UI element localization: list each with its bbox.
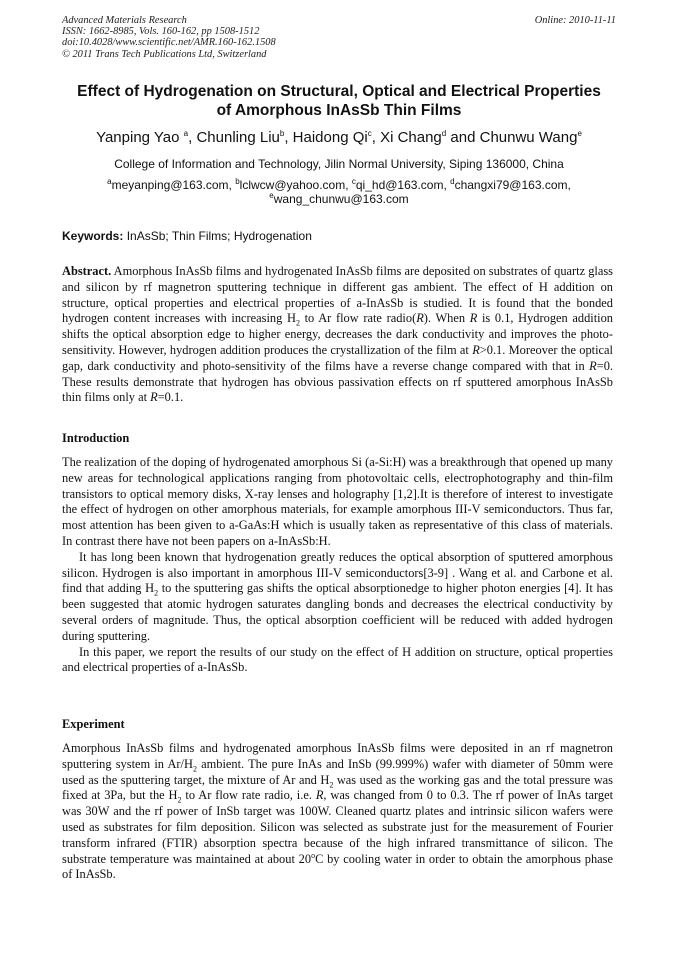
author bbox=[480, 129, 582, 146]
email-mark: d bbox=[450, 177, 455, 186]
variable-r: R bbox=[416, 311, 424, 326]
paragraph-text: Amorphous InAsSb films and hydrogenated amorphous InAsSb films were deposited in an rf magnetron sputtering system in Ar/H bbox=[62, 741, 613, 771]
author-mark: c bbox=[367, 129, 372, 138]
title-line-2: of Amorphous InAsSb Thin Films bbox=[216, 102, 462, 119]
author-mark: d bbox=[441, 129, 447, 138]
email-line-1: $^a$meyanping@163.com, $^b$lclwcw@yahoo.com, $^c$qi_hd@163.com, $^d$changxi79@163.com, bbox=[107, 177, 571, 192]
author-mark: a bbox=[183, 129, 189, 138]
keywords-label: Keywords: bbox=[62, 229, 124, 243]
email-address[interactable]: wang_chunwu@163.com bbox=[273, 192, 409, 206]
email-mark: c bbox=[351, 177, 356, 186]
paragraph: In this paper, we report the results of our study on the effect of H addition on structure, optical properties and electrical properties of a-InAsSb. bbox=[62, 644, 613, 675]
email-line-2 bbox=[60, 192, 618, 206]
subscript: 2 bbox=[177, 795, 182, 805]
author-separator: and bbox=[446, 129, 480, 146]
paragraph-text: C by cooling water in order to obtain the amorphous phase of InAsSb. bbox=[62, 851, 613, 882]
abstract-text: ). When bbox=[423, 311, 470, 326]
abstract-text: >0.1. Moreover the optical gap, dark conductivity and photo-sensitivity of the films have a reverse change compared with that in bbox=[62, 342, 614, 373]
variable-r: R bbox=[469, 311, 478, 326]
author-separator: , bbox=[188, 129, 197, 146]
author-name: Yanping Yao bbox=[96, 129, 180, 146]
author-list bbox=[30, 129, 648, 147]
email-mark: e bbox=[269, 191, 274, 200]
paragraph: The realization of the doping of hydrogenated amorphous Si (a-Si:H) was a breakthrough that opened up many new areas for technological applications ranging from photovoltaic cells, electrophotography and thin-film transistors to optical memory disks, X-ray lenses and holography [1,2].It is therefore of interest to investigate the effect of hydrogen on other amorphous materials, for example amorphous III-V semiconductors. Thus far, most attention has been given to a-GaAs:H which is usually taken as representative of this class of materials. In contrast there have not been papers on a-InAsSb:H. bbox=[62, 455, 613, 548]
author bbox=[196, 129, 292, 146]
paragraph-text: was used as the working gas and the total pressure was fixed at 3Pa, but the H bbox=[62, 772, 614, 803]
subscript: 2 bbox=[295, 318, 300, 328]
email-address[interactable]: changxi79@163.com bbox=[454, 178, 568, 192]
author-mark: b bbox=[279, 129, 285, 138]
copyright-line: © 2011 Trans Tech Publications Ltd, Switzerland bbox=[62, 48, 267, 60]
author-name: Chunling Liu bbox=[196, 129, 280, 146]
abstract-label: Abstract. bbox=[62, 264, 112, 278]
email-mark: b bbox=[235, 177, 240, 186]
abstract-text: =0.1. bbox=[157, 390, 184, 405]
author bbox=[96, 129, 196, 146]
issn-line: ISSN: 1662-8985, Vols. 160-162, pp 1508-1512 bbox=[62, 26, 260, 38]
variable-r: R bbox=[589, 358, 597, 373]
paragraph-text: to the sputtering gas shifts the optical absorptionedge to higher photon energies [4]. It has been suggested that atomic hydrogen saturates dangling bonds and decreases the electrical conductivity by several orders of magnitude. Thus, the optical absorption coefficient will be reduced with added hydrogen during sputtering. bbox=[62, 581, 613, 643]
keywords-text: InAsSb; Thin Films; Hydrogenation bbox=[123, 229, 312, 243]
email-address[interactable]: meyanping@163.com bbox=[111, 178, 229, 192]
title-line-1: Effect of Hydrogenation on Structural, Optical and Electrical Properties bbox=[77, 83, 601, 100]
section-heading-introduction: Introduction bbox=[62, 431, 130, 445]
journal-name: Advanced Materials Research bbox=[62, 15, 187, 26]
paragraph bbox=[62, 550, 613, 645]
abstract-text: =0. These results demonstrate that hydrogen has obvious passivation effects on rf sputtered amorphous InAsSb thin films only at bbox=[62, 358, 613, 405]
author bbox=[293, 129, 380, 146]
abstract-text: Amorphous InAsSb films and hydrogenated InAsSb films are deposited on substrates of quartz glass and silicon by rf magnetron sputtering technique in different gas ambient. The effect of H addition on structure, optical properties and electrical properties of a-InAsSb is studied. It is found that the bonded hydrogen content increases with increasing H bbox=[62, 264, 613, 326]
introduction-body bbox=[62, 455, 613, 676]
author bbox=[380, 129, 480, 146]
paper-title bbox=[40, 82, 638, 120]
subscript: 2 bbox=[329, 780, 334, 790]
abstract-text: to Ar flow rate radio( bbox=[299, 311, 417, 326]
paragraph-text: to Ar flow rate radio, i.e. bbox=[181, 788, 316, 803]
email-address[interactable]: qi_hd@163.com bbox=[355, 178, 444, 192]
email-list bbox=[60, 178, 618, 206]
paragraph bbox=[62, 741, 613, 883]
doi-line: doi:10.4028/www.scientific.net/AMR.160-162.1508 bbox=[62, 37, 276, 49]
abstract-text: is 0.1, Hydrogen addition shifts the optical absorption edge to higher energy, decreases the dark conductivity and improves the photo-sensitivity. However, hydrogen addition produces the crystallization of the film at bbox=[62, 311, 613, 357]
paragraph-text: It has long been known that hydrogenation greatly reduces the optical absorption of sputtered amorphous silicon. Hydrogen is also important in amorphous III-V semiconductors[3-9] . Wang et al. and Carbone et al. find that adding H bbox=[62, 549, 613, 596]
paragraph-text: ambient. The pure InAs and InSb (99.999%) wafer with diameter of 50mm were used as the sputtering target, the mixture of Ar and H bbox=[62, 756, 613, 787]
variable-r: R bbox=[315, 788, 324, 803]
email-address[interactable]: lclwcw@yahoo.com bbox=[239, 178, 346, 192]
email-mark: a bbox=[107, 177, 112, 186]
degree-mark: o bbox=[311, 850, 316, 860]
author-name: Chunwu Wang bbox=[479, 129, 578, 146]
online-date: Online: 2010-11-11 bbox=[534, 15, 616, 26]
subscript: 2 bbox=[154, 588, 159, 598]
subscript: 2 bbox=[192, 764, 197, 774]
paragraph-text: , was changed from 0 to 0.3. The rf power of InAs target was 30W and the rf power of InSb target was 100W. Cleaned quartz plates and intrinsic silicon wafers were used as substrates for film deposition. Silicon was selected as substrate just for the measurement of Fourier transform infrared (FTIR) absorption spectra because of the high infrared transmittance of silicon. The substrate temperature was maintained at about 20 bbox=[62, 788, 614, 866]
variable-r: R bbox=[150, 390, 158, 405]
section-heading-experiment: Experiment bbox=[62, 717, 125, 731]
author-separator: , bbox=[371, 129, 381, 146]
author-name: Haidong Qi bbox=[292, 129, 368, 146]
author-separator: , bbox=[284, 129, 293, 146]
author-mark: e bbox=[577, 129, 582, 138]
experiment-body bbox=[62, 741, 613, 883]
author-name: Xi Chang bbox=[380, 129, 442, 146]
journal-header bbox=[62, 15, 622, 60]
abstract bbox=[62, 264, 613, 406]
variable-r: R bbox=[472, 342, 480, 357]
keywords bbox=[62, 229, 622, 244]
affiliation: College of Information and Technology, Jilin Normal University, Siping 136000, China bbox=[114, 157, 564, 171]
